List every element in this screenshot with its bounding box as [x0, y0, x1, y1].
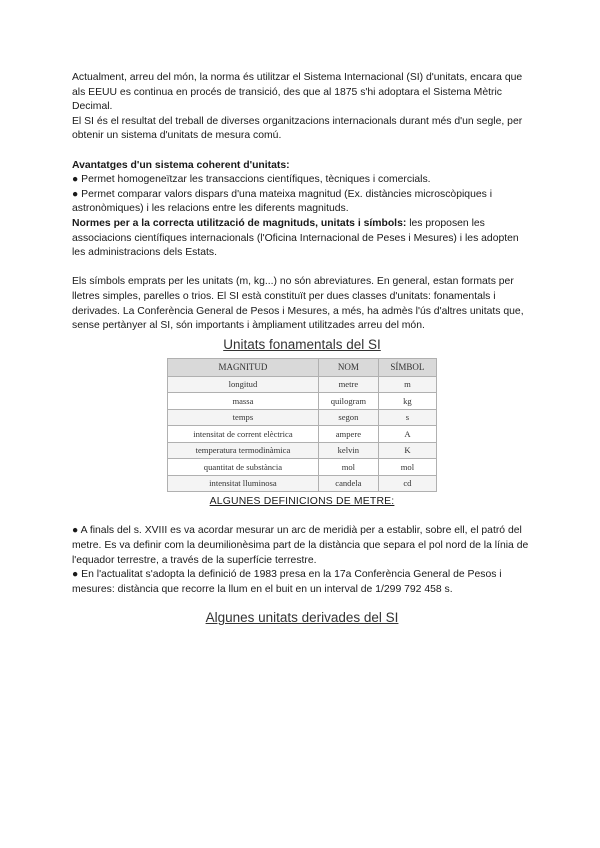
cell-magnitud: quantitat de substància	[168, 459, 319, 476]
cell-simbol: K	[378, 442, 436, 459]
cell-simbol: s	[378, 409, 436, 426]
cell-magnitud: longitud	[168, 376, 319, 393]
document-content	[72, 71, 532, 627]
cell-magnitud: intensitat lluminosa	[168, 475, 319, 492]
cell-nom: quilogram	[318, 393, 378, 410]
cell-magnitud: intensitat de corrent elèctrica	[168, 426, 319, 443]
table-row	[168, 475, 437, 492]
cell-nom: mol	[318, 459, 378, 476]
header-magnitud: MAGNITUD	[168, 358, 319, 376]
cell-simbol: cd	[378, 475, 436, 492]
advantages-item-1: ● Permet homogeneïtzar les transaccions científiques, tècniques i comercials.	[72, 174, 431, 186]
advantages-item-2: ● Permet comparar valors dispars d'una mateixa magnitud (Ex. distàncies microscòpiques i astronòmiques) i les relacions entre les diferents magnituds.	[72, 188, 493, 215]
norms-text: les proposen les associacions científiques internacionals (l'Oficina Internacional de Peses i Mesures) i les adopten les administracions dels Estats.	[72, 217, 519, 259]
cell-nom: segon	[318, 409, 378, 426]
table-title: Unitats fonamentals del SI	[223, 336, 381, 352]
spacer	[72, 261, 532, 276]
cell-magnitud: massa	[168, 393, 319, 410]
cell-simbol: mol	[378, 459, 436, 476]
table-row	[168, 409, 437, 426]
cell-nom: kelvin	[318, 442, 378, 459]
symbols-paragraph: Els símbols emprats per les unitats (m, kg...) no són abreviatures. En general, estan formats per lletres simples, parelles o trios. El SI està constituït per dues classes d'unitats: fonamentals i derivades. La Conferència General de Pesos i Mesures, a més, ha admès l'ús d'altres unitats que, sense pertànyer al SI, són importants i àmpliament utilitzades arreu del món.	[72, 276, 524, 332]
metre-definition-2: ● En l'actualitat s'adopta la definició de 1983 presa en la 17a Conferència General de Pesos i mesures: distància que recorre la llum en el buit en un interval de 1/299 792 458 s.	[72, 569, 502, 595]
header-simbol: SÍMBOL	[378, 358, 436, 376]
header-nom: NOM	[318, 358, 378, 376]
spacer	[72, 510, 532, 525]
table-row	[168, 442, 437, 459]
table-row	[168, 376, 437, 393]
cell-magnitud: temps	[168, 409, 319, 426]
cell-nom: candela	[318, 475, 378, 492]
si-units-table	[167, 358, 437, 493]
cell-simbol: A	[378, 426, 436, 443]
metre-definitions-heading: ALGUNES DEFINICIONS DE METRE:	[209, 496, 395, 508]
advantages-heading: Avantatges d'un sistema coherent d'unitats:	[72, 159, 290, 171]
table-header-row	[168, 358, 437, 376]
cell-magnitud: temperatura termodinàmica	[168, 442, 319, 459]
norms-paragraph	[72, 217, 532, 261]
cell-simbol: kg	[378, 393, 436, 410]
spacer	[72, 144, 532, 159]
table-row	[168, 459, 437, 476]
derived-units-title: Algunes unitats derivades del SI	[205, 610, 399, 626]
intro-paragraph-2: El SI és el resultat del treball de diverses organitzacions internacionals durant més d'un segle, per obtenir un sistema d'unitats de mesura comú.	[72, 115, 523, 142]
cell-simbol: m	[378, 376, 436, 393]
table-row	[168, 393, 437, 410]
cell-nom: ampere	[318, 426, 378, 443]
norms-heading: Normes per a la correcta utilització de magnituds, unitats i símbols:	[72, 217, 407, 229]
intro-paragraph-1: Actualment, arreu del món, la norma és utilitzar el Sistema Internacional (SI) d'unitats, encara que als EEUU es continua en procés de transició, des que al 1875 s'hi adoptara el Sistema Mètric Decimal.	[72, 72, 523, 113]
table-row	[168, 426, 437, 443]
cell-nom: metre	[318, 376, 378, 393]
metre-definition-1: ● A finals del s. XVIII es va acordar mesurar un arc de meridià per a establir, sobre ell, el patró del metre. Es va definir com la deumilionèsima part de la distància que separa el pol nord de la línia de l'equador terrestre, a través de la superfície terrestre.	[72, 525, 529, 566]
